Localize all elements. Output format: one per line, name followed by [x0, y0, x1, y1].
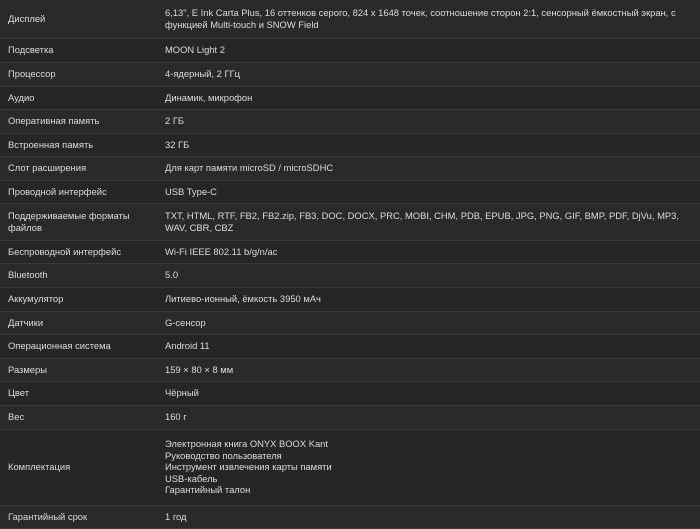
spec-row-formats: [0, 203, 700, 240]
spec-value: 2 ГБ: [165, 115, 185, 127]
spec-row-package-contents: [0, 429, 700, 505]
spec-label: Гарантийный срок: [8, 510, 88, 522]
spec-label: Цвет: [8, 387, 30, 399]
spec-label: Аккумулятор: [8, 293, 64, 305]
spec-row-warranty: [0, 505, 700, 528]
spec-row-battery: [0, 287, 700, 311]
spec-value: 5.0: [165, 269, 179, 281]
spec-row-os: [0, 334, 700, 358]
spec-label: Комплектация: [8, 461, 71, 473]
package-item: Инструмент извлечения карты памяти: [165, 461, 332, 473]
spec-label: Процессор: [8, 68, 56, 80]
spec-value: 4-ядерный, 2 ГГц: [165, 68, 241, 80]
spec-label: Размеры: [8, 363, 47, 375]
spec-row-storage: [0, 133, 700, 156]
spec-value: 6,13", E Ink Carta Plus, 16 оттенков серого, 824 x 1648 точек, соотношение сторон 2:1, сенсорный ёмкостный экран, с функцией Multi-touch и SNOW Field: [165, 7, 676, 30]
spec-value: 1 год: [165, 510, 187, 522]
spec-row-wireless-interface: [0, 240, 700, 263]
spec-label: Вес: [8, 411, 25, 423]
spec-value: MOON Light 2: [165, 44, 225, 56]
spec-row-weight: [0, 405, 700, 429]
spec-label: Дисплей: [8, 12, 46, 24]
spec-label: Bluetooth: [8, 269, 48, 281]
spec-value: Чёрный: [165, 387, 199, 399]
package-item: Гарантийный талон: [165, 484, 251, 496]
spec-label: Поддерживаемые форматы файлов: [8, 209, 130, 233]
spec-value: Wi-Fi IEEE 802.11 b/g/n/ac: [165, 245, 278, 257]
spec-label: Аудио: [8, 91, 35, 103]
spec-row-audio: [0, 86, 700, 109]
spec-value: Для карт памяти microSD / microSDHC: [165, 162, 334, 174]
spec-label: Проводной интерфейс: [8, 185, 107, 197]
spec-value: 32 ГБ: [165, 138, 190, 150]
spec-value: USB Type-C: [165, 185, 217, 197]
spec-row-bluetooth: [0, 263, 700, 287]
spec-row-display: [0, 0, 700, 38]
spec-row-color: [0, 381, 700, 405]
spec-value: 159 × 80 × 8 мм: [165, 363, 234, 375]
spec-label: Операционная система: [8, 340, 111, 352]
spec-row-dimensions: [0, 358, 700, 381]
spec-row-ram: [0, 109, 700, 133]
spec-row-wired-interface: [0, 180, 700, 203]
spec-value-list: [157, 429, 700, 505]
spec-value: Динамик, микрофон: [165, 91, 253, 103]
package-item: Руководство пользователя: [165, 449, 282, 461]
spec-row-expansion-slot: [0, 156, 700, 180]
spec-label: Беспроводной интерфейс: [8, 245, 122, 257]
package-item: Электронная книга ONYX BOOX Kant: [165, 438, 328, 450]
spec-label: Подсветка: [8, 44, 54, 56]
spec-row-sensors: [0, 311, 700, 334]
spec-label: Датчики: [8, 316, 44, 328]
spec-value: Литиево-ионный, ёмкость 3950 мАч: [165, 293, 321, 305]
spec-label: Оперативная память: [8, 115, 100, 127]
spec-label: Слот расширения: [8, 162, 87, 174]
spec-value: Android 11: [165, 340, 210, 352]
spec-row-processor: [0, 62, 700, 86]
spec-value: 160 г: [165, 411, 187, 423]
package-item: USB-кабель: [165, 472, 218, 484]
spec-row-backlight: [0, 38, 700, 62]
spec-label: Встроенная память: [8, 138, 94, 150]
spec-value: TXT, HTML, RTF, FB2, FB2.zip, FB3, DOC, DOCX, PRC, MOBI, CHM, PDB, EPUB, JPG, PNG, GIF, BMP, PDF, DjVu, MP3, WAV, CBR, CBZ: [165, 209, 679, 233]
spec-value: G-сенсор: [165, 316, 206, 328]
